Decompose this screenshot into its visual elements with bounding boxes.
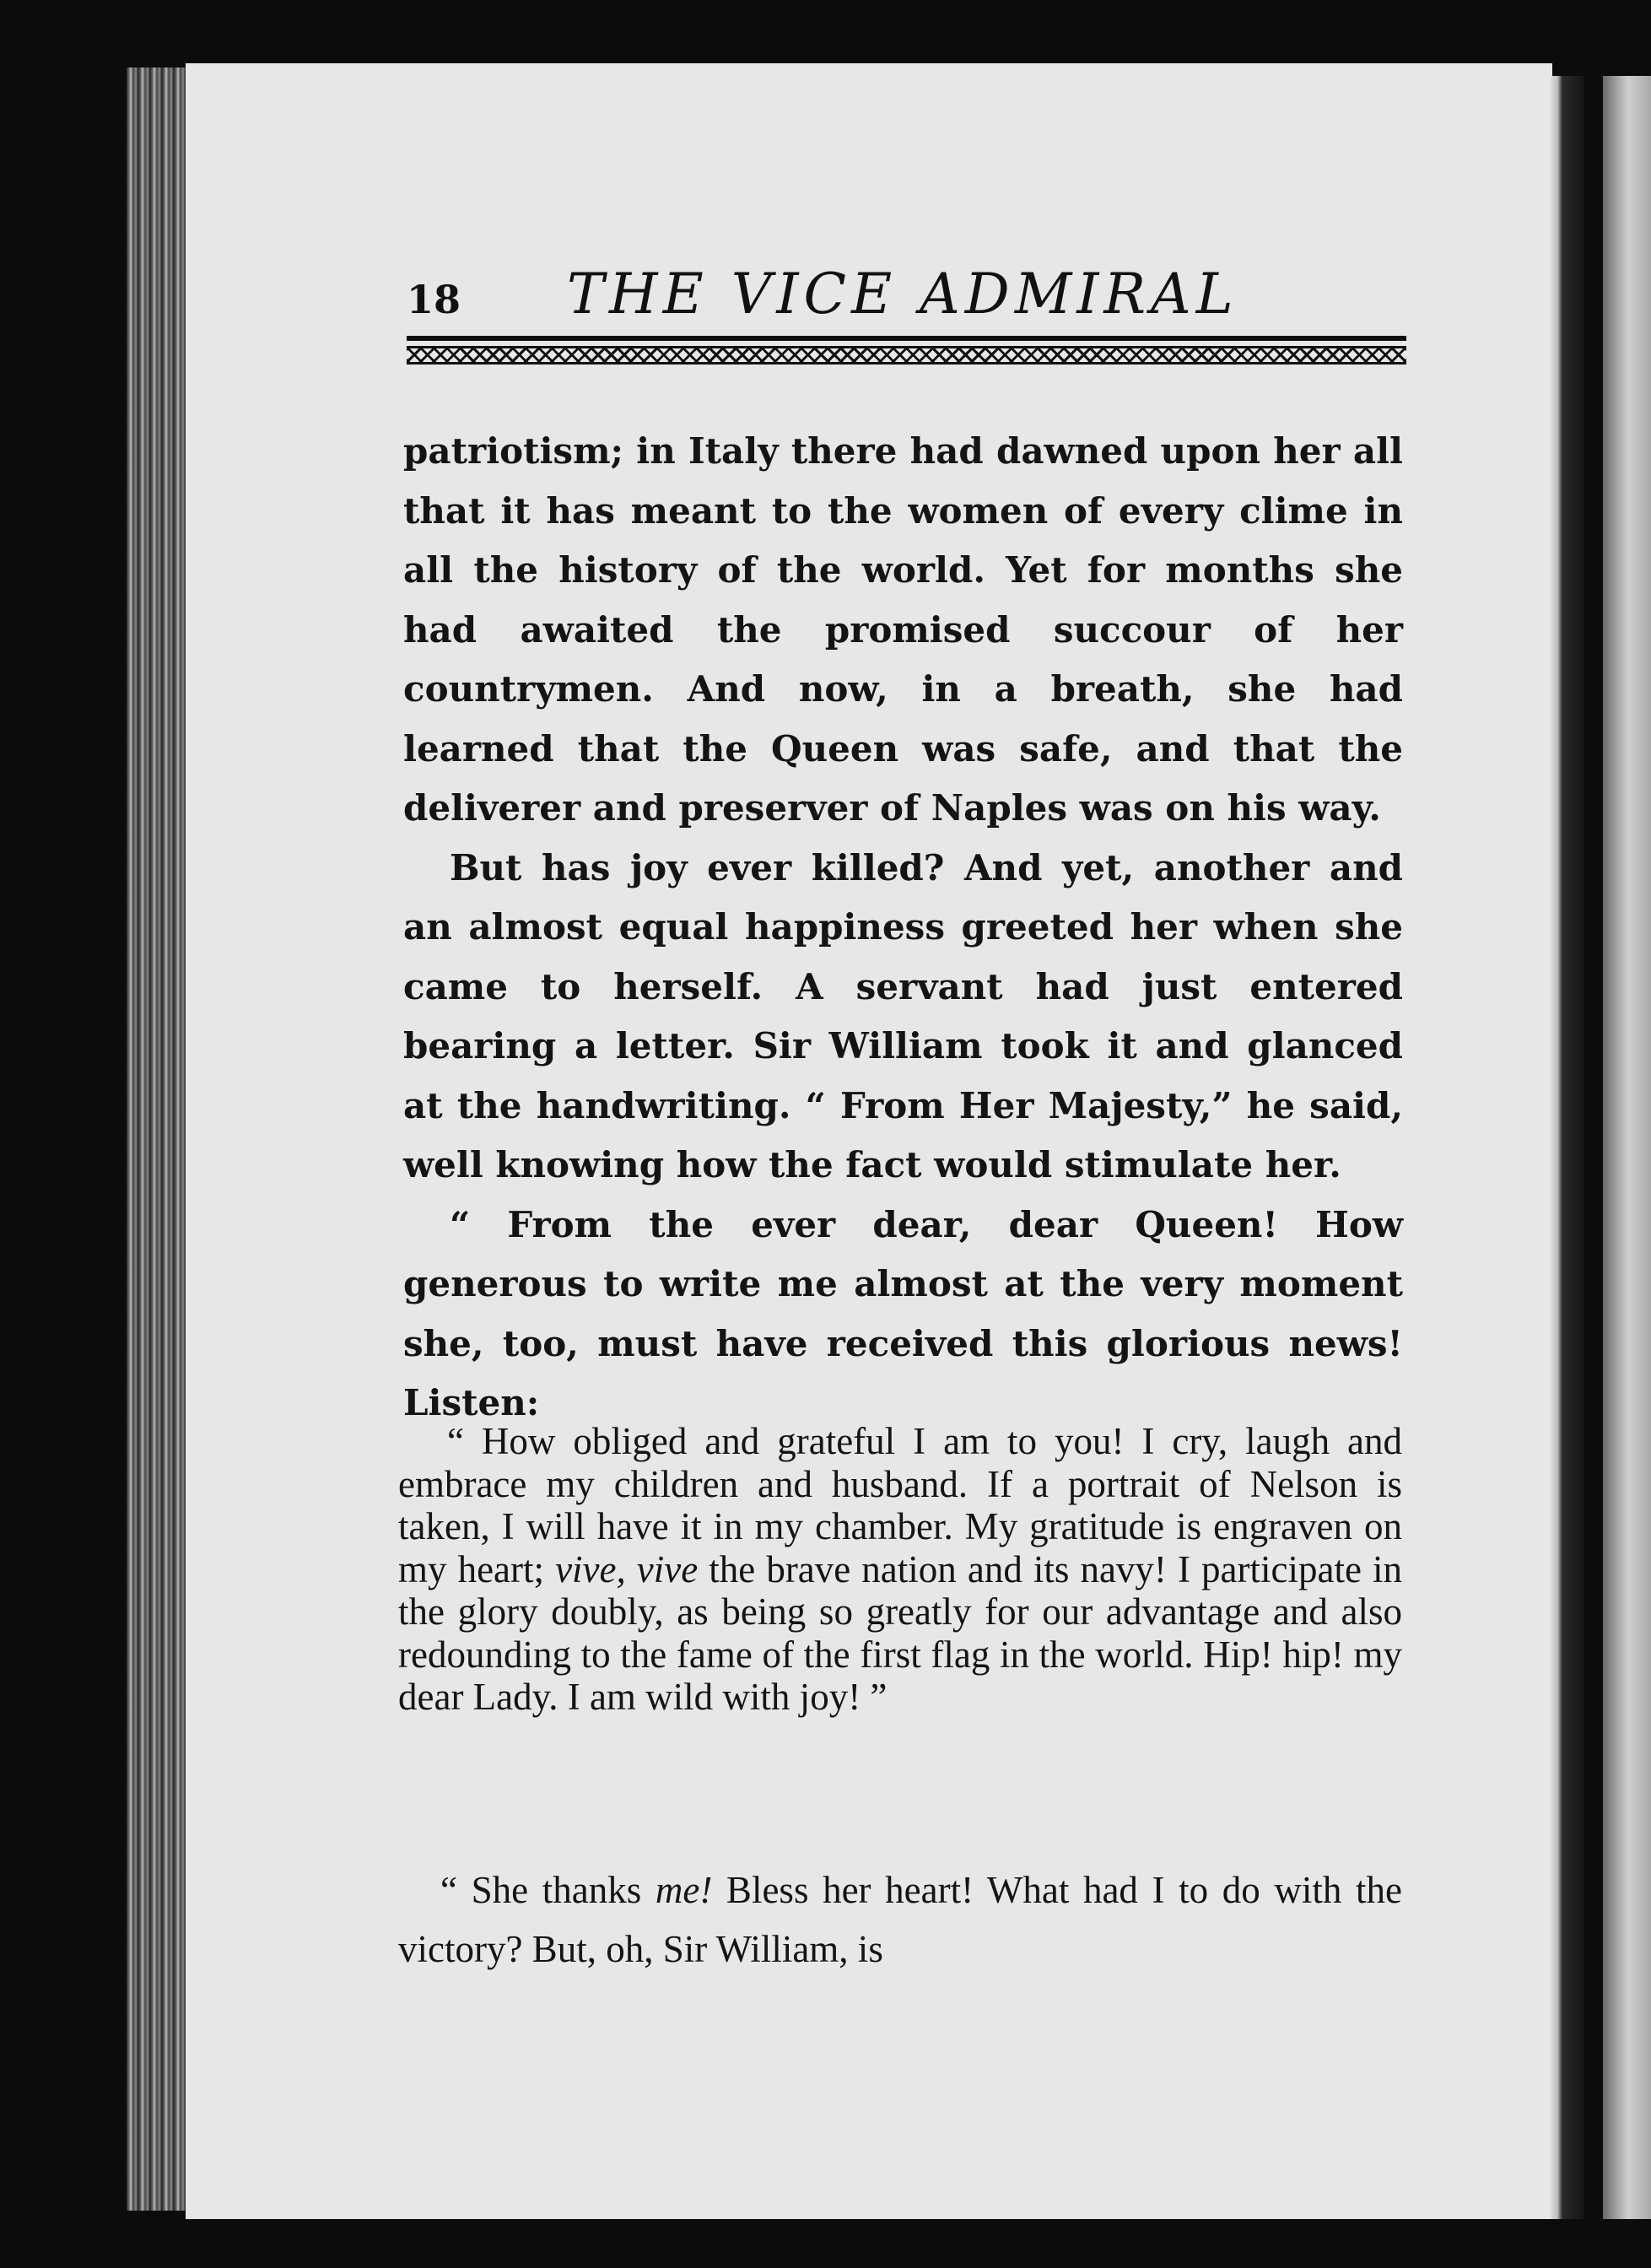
running-header <box>407 262 1588 336</box>
paragraph: “ From the ever dear, dear Queen! How generous to write me almost at the very moment she, too, must have received this glorious news! Listen: <box>403 1203 1403 1423</box>
paragraph: But has joy ever killed? And yet, another and an almost equal happiness greeted her when she came to herself. A servant had just entered bearing a letter. Sir William took it and glanced at the handwriting. “ From Her Majesty,” he said, well knowing how the fact would stimulate her. <box>403 846 1403 1185</box>
quoted-letter <box>398 1420 1402 1719</box>
letter-text: “ How obliged and grateful I am to you! I cry, laugh and embrace my children and husband. If a portrait of Nelson is taken, I will have it in my chamber. My gratitude is engraven on my heart; <box>398 1420 1402 1590</box>
facing-page-edge <box>1603 76 1651 2219</box>
closing-text: “ She thanks <box>440 1869 656 1911</box>
ornamental-rule <box>407 336 1406 366</box>
closing-paragraph <box>398 1860 1402 1979</box>
rule-line <box>407 336 1406 341</box>
closing-italic-text: me! <box>655 1869 713 1911</box>
rule-braid-band <box>407 346 1406 364</box>
letter-italic-text: vive, vive <box>555 1547 699 1590</box>
body-text <box>403 422 1403 1434</box>
page-edges-left <box>127 68 186 2211</box>
paragraph <box>398 1860 1402 1979</box>
closing-text: Bless her heart! What had I to do with the victory? But, oh, Sir William, is <box>398 1869 1403 1970</box>
running-title: THE VICE ADMIRAL <box>567 262 1238 327</box>
letter-text: the brave nation and its navy! I participate in the glory doubly, as being so greatly for our advantage and also redounding to the fame of the first flag in the world. Hip! hip! my dear Lady. I am wild with joy! ” <box>398 1547 1402 1718</box>
paragraph: patriotism; in Italy there had dawned upon her all that it has meant to the women of every clime in all the history of the world. Yet for months she had awaited the promised succour of her countrymen. And now, in a breath, she had learned that the Queen was safe, and that the deliverer and preserver of Naples was on his way. <box>403 430 1403 829</box>
page-number: 18 <box>407 277 461 322</box>
page-edges-right <box>1551 76 1584 2219</box>
